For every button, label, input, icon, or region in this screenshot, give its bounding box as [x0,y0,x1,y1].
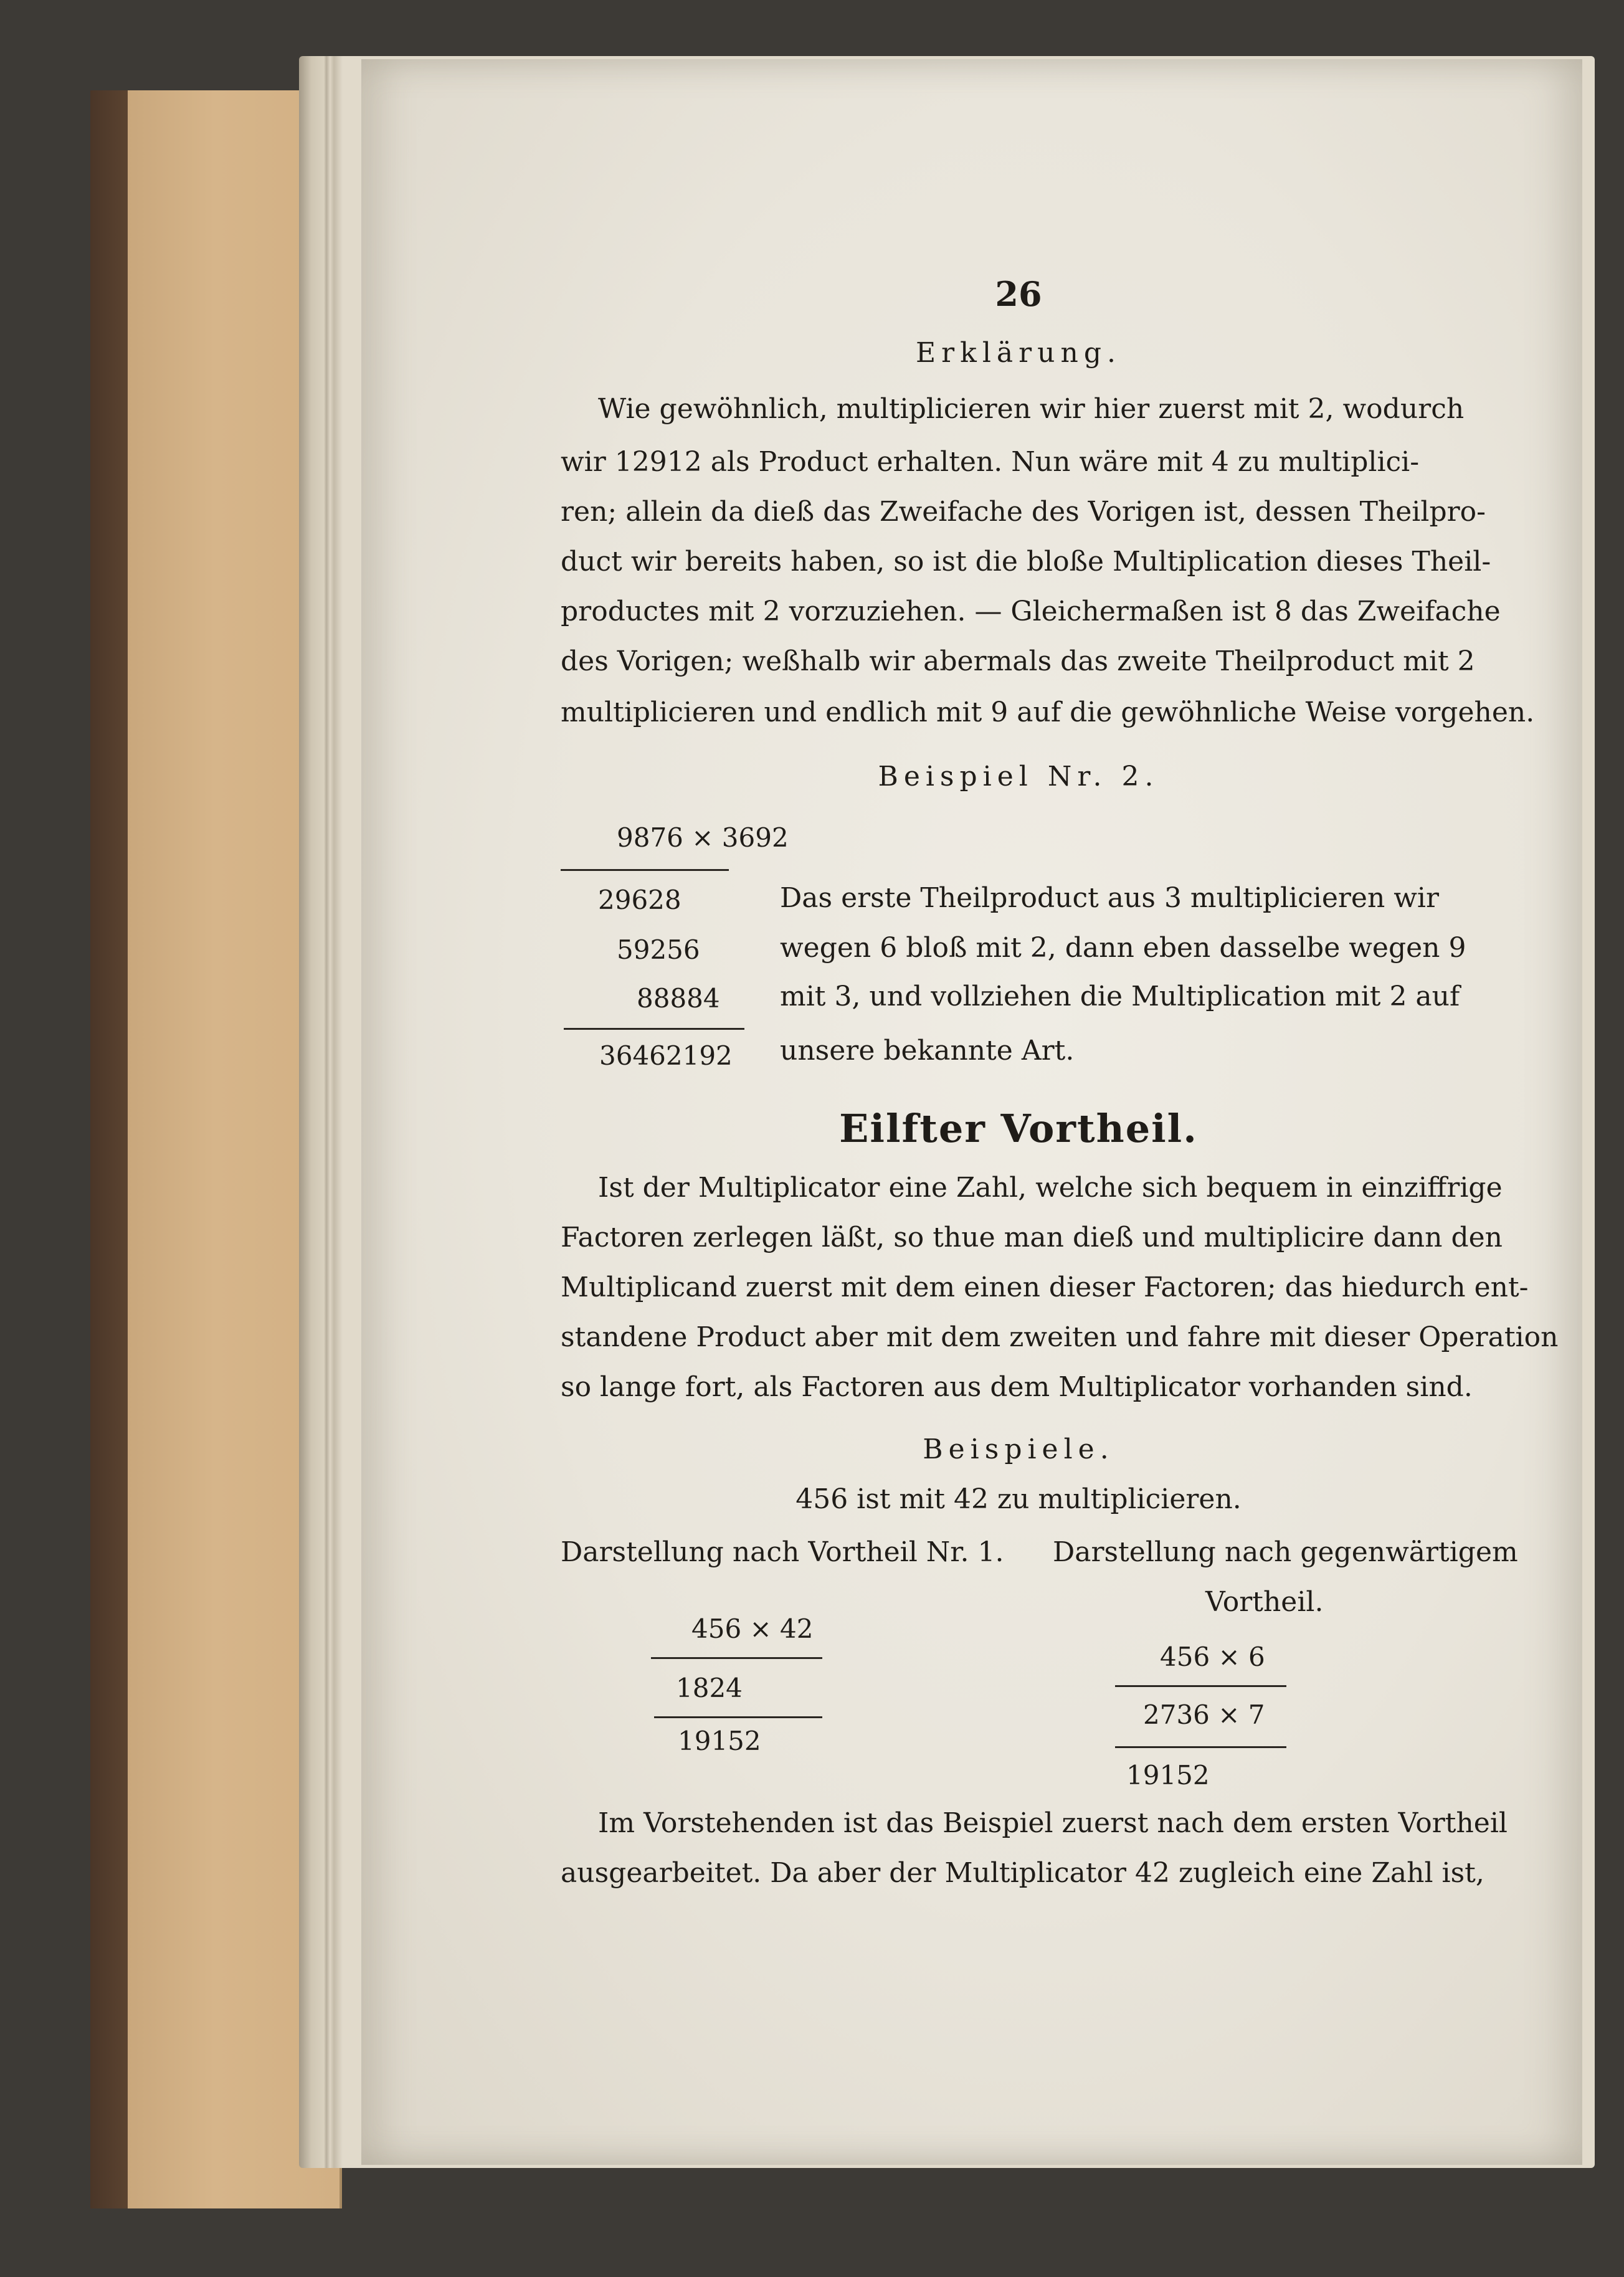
example2-text-line: unsere bekannte Art. [780,1035,1075,1067]
right-caption: Vortheil. [1205,1586,1324,1618]
section-heading: Eilfter Vortheil. [839,1106,1198,1151]
section-line: so lange fort, als Factoren aus dem Multiplicator vorhanden sind. [561,1371,1473,1403]
rule [564,1028,744,1030]
rule [654,1716,822,1718]
examples-task: 456 ist mit 42 zu multiplicieren. [795,1483,1242,1515]
explanation-line: wir 12912 als Product erhalten. Nun wäre mit 4 zu multiplici- [561,446,1420,478]
rule [651,1657,822,1659]
example2-text-line: Das erste Theilproduct aus 3 multiplicieren wir [780,882,1440,914]
right-result: 19152 [1126,1760,1210,1790]
example2-problem: 9876 × 3692 [617,822,789,853]
rule [1115,1746,1286,1748]
example2-partial: 88884 [637,983,720,1014]
section-line: standene Product aber mit dem zweiten und fahre mit dieser Operation [561,1321,1559,1353]
closing-line: ausgearbeitet. Da aber der Multiplicator 42 zugleich eine Zahl ist, [561,1857,1484,1889]
explanation-line: ren; allein da dieß das Zweifache des Vorigen ist, dessen Theilpro- [561,496,1486,528]
examples-heading: Beispiele. [923,1433,1114,1465]
explanation-heading: Erklärung. [916,337,1121,369]
page-number: 26 [995,274,1042,314]
example2-result: 36462192 [599,1040,733,1071]
explanation-line: productes mit 2 vorzuziehen. — Gleichermaßen ist 8 das Zweifache [561,596,1501,627]
section-line: Ist der Multiplicator eine Zahl, welche sich bequem in einziffrige [598,1172,1503,1204]
right-caption: Darstellung nach gegenwärtigem [1053,1536,1518,1568]
example2-text-line: wegen 6 bloß mit 2, dann eben dasselbe wegen 9 [780,932,1466,964]
left-result: 19152 [678,1726,761,1756]
rule [561,869,729,871]
rule [1115,1685,1286,1687]
right-problem: 456 × 6 [1160,1642,1265,1672]
explanation-line: multiplicieren und endlich mit 9 auf die gewöhnliche Weise vorgehen. [561,696,1535,728]
right-partial: 2736 × 7 [1143,1699,1265,1730]
closing-line: Im Vorstehenden ist das Beispiel zuerst nach dem ersten Vortheil [598,1807,1508,1839]
example2-heading: Beispiel Nr. 2. [878,761,1159,792]
example2-text-line: mit 3, und vollziehen die Multiplication mit 2 auf [780,981,1460,1012]
left-problem: 456 × 42 [691,1614,814,1644]
left-caption: Darstellung nach Vortheil Nr. 1. [561,1536,1004,1568]
explanation-line: Wie gewöhnlich, multiplicieren wir hier zuerst mit 2, wodurch [598,393,1465,425]
example2-partial: 29628 [598,885,681,915]
section-line: Multiplicand zuerst mit dem einen dieser Factoren; das hiedurch ent- [561,1272,1529,1303]
explanation-line: duct wir bereits haben, so ist die bloße Multiplication dieses Theil- [561,546,1491,578]
section-line: Factoren zerlegen läßt, so thue man dieß und multiplicire dann den [561,1222,1503,1253]
example2-partial: 59256 [617,934,700,965]
explanation-line: des Vorigen; weßhalb wir abermals das zweite Theilproduct mit 2 [561,645,1475,677]
left-partial: 1824 [676,1673,743,1703]
